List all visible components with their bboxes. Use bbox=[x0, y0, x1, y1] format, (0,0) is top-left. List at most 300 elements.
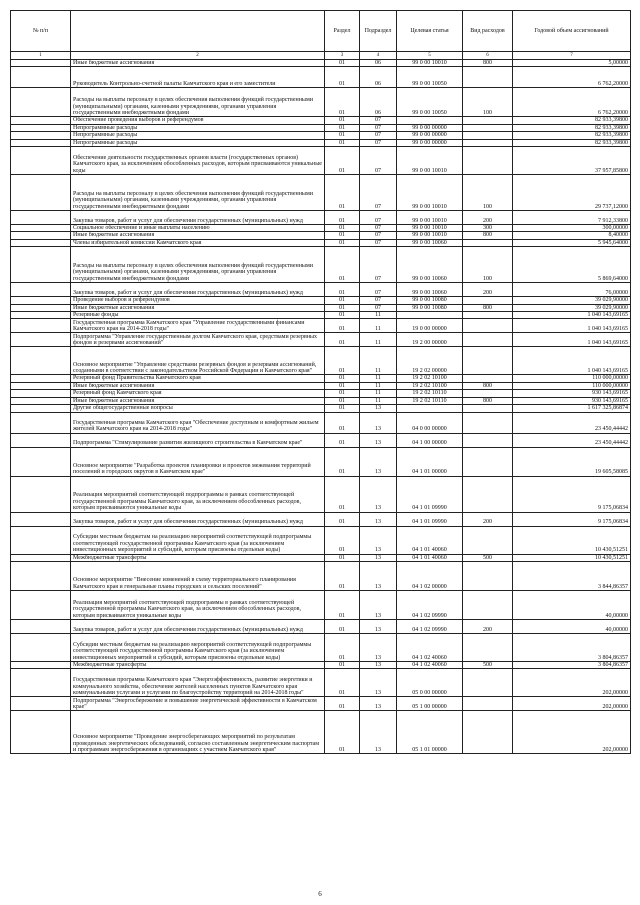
row-target-article-cell: 99 0 00 10060 bbox=[397, 283, 463, 297]
row-name-cell: Подпрограмма "Стимулирование развития жилищного строительства в Камчатском крае" bbox=[71, 433, 325, 447]
row-target-article-cell: 05 0 00 00000 bbox=[397, 669, 463, 697]
row-expense-type-cell bbox=[463, 476, 513, 512]
row-name-cell: Другие общегосударственные вопросы bbox=[71, 405, 325, 412]
row-amount-cell: 1 040 143,69165 bbox=[513, 312, 631, 319]
row-razdel-cell: 01 bbox=[325, 67, 360, 88]
row-target-article-cell: 04 1 01 00000 bbox=[397, 447, 463, 476]
row-name-cell: Субсидии местным бюджетам на реализацию мероприятий соответствующей подпрограммы соответствующей государственной программы Камчатского края (за исключением инвестиционных мероприятий и субсидий, которым присвоены отдельные коды) bbox=[71, 633, 325, 661]
row-name-cell: Реализация мероприятий соответствующей подпрограммы в рамках соответствующей государственной программы Камчатского края, за исключением обособленных расходов, которым присваиваются уникальные коды bbox=[71, 590, 325, 619]
table-row bbox=[11, 561, 631, 590]
row-podrazdel-cell: 13 bbox=[360, 633, 397, 661]
row-expense-type-cell bbox=[463, 139, 513, 146]
row-num-cell bbox=[11, 175, 71, 211]
table-body bbox=[11, 60, 631, 754]
row-amount-cell: 3 844,86357 bbox=[513, 561, 631, 590]
row-podrazdel-cell: 13 bbox=[360, 512, 397, 526]
row-num-cell bbox=[11, 382, 71, 389]
row-amount-cell: 7 912,33800 bbox=[513, 211, 631, 225]
row-name-cell: Закупка товаров, работ и услуг для обеспечения государственных (муниципальных) нужд bbox=[71, 283, 325, 297]
row-podrazdel-cell: 13 bbox=[360, 447, 397, 476]
row-podrazdel-cell: 07 bbox=[360, 232, 397, 239]
row-expense-type-cell bbox=[463, 147, 513, 175]
row-podrazdel-cell: 13 bbox=[360, 669, 397, 697]
row-razdel-cell: 01 bbox=[325, 433, 360, 447]
row-expense-type-cell bbox=[463, 347, 513, 375]
row-num-cell bbox=[11, 297, 71, 304]
row-podrazdel-cell: 11 bbox=[360, 312, 397, 319]
table-row bbox=[11, 476, 631, 512]
row-name-cell: Субсидии местным бюджетам на реализацию мероприятий соответствующей подпрограммы соответствующей государственной программы Камчатского края (за исключением инвестиционных мероприятий и субсидий, которым присвоены отдельные коды) bbox=[71, 526, 325, 554]
row-target-article-cell: 99 0 00 00000 bbox=[397, 139, 463, 146]
col-header-num: № п/п bbox=[11, 11, 71, 52]
row-podrazdel-cell: 07 bbox=[360, 124, 397, 131]
table-row bbox=[11, 669, 631, 697]
table-row bbox=[11, 117, 631, 124]
row-num-cell bbox=[11, 697, 71, 711]
table-row bbox=[11, 697, 631, 711]
row-expense-type-cell bbox=[463, 590, 513, 619]
row-razdel-cell: 01 bbox=[325, 333, 360, 347]
table-row bbox=[11, 147, 631, 175]
row-target-article-cell: 99 0 00 10010 bbox=[397, 175, 463, 211]
row-razdel-cell: 01 bbox=[325, 405, 360, 412]
row-num-cell bbox=[11, 225, 71, 232]
column-index-cell: 1 bbox=[11, 52, 71, 60]
row-name-cell: Межбюджетные трансферты bbox=[71, 661, 325, 668]
row-amount-cell: 9 175,06834 bbox=[513, 476, 631, 512]
row-num-cell bbox=[11, 661, 71, 668]
row-razdel-cell: 01 bbox=[325, 526, 360, 554]
row-num-cell bbox=[11, 375, 71, 382]
table-row bbox=[11, 554, 631, 561]
row-num-cell bbox=[11, 711, 71, 754]
table-row bbox=[11, 132, 631, 139]
row-amount-cell: 1 040 143,69165 bbox=[513, 333, 631, 347]
table-header-row bbox=[11, 11, 631, 52]
table-row bbox=[11, 633, 631, 661]
row-name-cell: Обеспечение проведения выборов и референдумов bbox=[71, 117, 325, 124]
row-num-cell bbox=[11, 283, 71, 297]
row-amount-cell: 23 450,44442 bbox=[513, 433, 631, 447]
row-target-article-cell: 99 0 00 10080 bbox=[397, 304, 463, 311]
col-header-expense-type: Вид расходов bbox=[463, 11, 513, 52]
row-num-cell bbox=[11, 512, 71, 526]
row-razdel-cell: 01 bbox=[325, 232, 360, 239]
budget-table-sheet bbox=[10, 10, 630, 886]
table-row bbox=[11, 60, 631, 67]
row-amount-cell: 82 933,39800 bbox=[513, 117, 631, 124]
row-num-cell bbox=[11, 526, 71, 554]
row-razdel-cell: 01 bbox=[325, 711, 360, 754]
row-razdel-cell: 01 bbox=[325, 512, 360, 526]
row-num-cell bbox=[11, 669, 71, 697]
row-name-cell: Реализация мероприятий соответствующей подпрограммы в рамках соответствующей государственной программы Камчатского края, за исключением обособленных расходов, которым присваиваются уникальные коды bbox=[71, 476, 325, 512]
row-num-cell bbox=[11, 124, 71, 131]
row-expense-type-cell bbox=[463, 633, 513, 661]
row-expense-type-cell bbox=[463, 319, 513, 333]
table-row bbox=[11, 711, 631, 754]
row-razdel-cell: 01 bbox=[325, 297, 360, 304]
row-target-article-cell bbox=[397, 117, 463, 124]
row-amount-cell: 10 430,51251 bbox=[513, 526, 631, 554]
row-name-cell: Основное мероприятие "Разработка проектов планировки и проектов межевания территорий поселений и городских округов в Камчатском крае" bbox=[71, 447, 325, 476]
row-target-article-cell: 99 0 00 10050 bbox=[397, 88, 463, 117]
row-target-article-cell: 19 2 02 10100 bbox=[397, 375, 463, 382]
row-amount-cell: 930 143,69165 bbox=[513, 397, 631, 404]
row-target-article-cell: 04 1 02 40060 bbox=[397, 661, 463, 668]
row-target-article-cell: 04 1 02 09990 bbox=[397, 619, 463, 633]
row-razdel-cell: 01 bbox=[325, 397, 360, 404]
row-target-article-cell: 19 2 02 00000 bbox=[397, 347, 463, 375]
row-amount-cell: 40,00000 bbox=[513, 619, 631, 633]
row-target-article-cell: 19 2 00 00000 bbox=[397, 333, 463, 347]
row-name-cell: Резервный фонд Камчатского края bbox=[71, 390, 325, 397]
row-name-cell: Руководитель Контрольно-счетной палаты Камчатского края и его заместители bbox=[71, 67, 325, 88]
row-razdel-cell: 01 bbox=[325, 347, 360, 375]
row-razdel-cell: 01 bbox=[325, 661, 360, 668]
row-amount-cell: 29 737,12000 bbox=[513, 175, 631, 211]
row-name-cell: Закупка товаров, работ и услуг для обеспечения государственных (муниципальных) нужд bbox=[71, 619, 325, 633]
row-amount-cell: 39 029,90000 bbox=[513, 304, 631, 311]
row-target-article-cell: 19 2 02 10100 bbox=[397, 382, 463, 389]
col-header-target-article: Целевая статья bbox=[397, 11, 463, 52]
row-name-cell: Резервные фонды bbox=[71, 312, 325, 319]
row-num-cell bbox=[11, 633, 71, 661]
row-amount-cell: 9 175,06834 bbox=[513, 512, 631, 526]
row-expense-type-cell bbox=[463, 117, 513, 124]
row-razdel-cell: 01 bbox=[325, 247, 360, 283]
row-name-cell: Основное мероприятие "Проведение энергосберегающих мероприятий по результатам проведенных энергетических обследований, согласно составленным энергетическим паспортам и программам энергосбережения в организациях с участием Камчатского края" bbox=[71, 711, 325, 754]
row-amount-cell: 202,00000 bbox=[513, 697, 631, 711]
row-razdel-cell: 01 bbox=[325, 619, 360, 633]
row-target-article-cell: 04 1 02 00000 bbox=[397, 561, 463, 590]
row-name-cell: Иные бюджетные ассигнования bbox=[71, 232, 325, 239]
row-target-article-cell: 04 1 01 40060 bbox=[397, 554, 463, 561]
row-num-cell bbox=[11, 561, 71, 590]
table-row bbox=[11, 139, 631, 146]
row-num-cell bbox=[11, 319, 71, 333]
row-podrazdel-cell: 07 bbox=[360, 304, 397, 311]
row-target-article-cell: 99 0 00 10080 bbox=[397, 297, 463, 304]
row-amount-cell: 1 040 143,69165 bbox=[513, 347, 631, 375]
row-num-cell bbox=[11, 67, 71, 88]
row-amount-cell: 82 933,39800 bbox=[513, 139, 631, 146]
row-podrazdel-cell: 11 bbox=[360, 333, 397, 347]
row-name-cell: Непрограммные расходы bbox=[71, 132, 325, 139]
row-razdel-cell: 01 bbox=[325, 283, 360, 297]
row-razdel-cell: 01 bbox=[325, 669, 360, 697]
table-row bbox=[11, 333, 631, 347]
row-expense-type-cell: 200 bbox=[463, 512, 513, 526]
row-target-article-cell: 99 0 00 10010 bbox=[397, 232, 463, 239]
row-expense-type-cell bbox=[463, 711, 513, 754]
row-expense-type-cell bbox=[463, 412, 513, 433]
row-expense-type-cell: 800 bbox=[463, 397, 513, 404]
row-expense-type-cell: 200 bbox=[463, 619, 513, 633]
row-razdel-cell: 01 bbox=[325, 139, 360, 146]
row-name-cell: Подпрограмма "Энергосбережение и повышение энергетической эффективности в Камчатском крае" bbox=[71, 697, 325, 711]
row-podrazdel-cell: 06 bbox=[360, 88, 397, 117]
row-name-cell: Расходы на выплаты персоналу в целях обеспечения выполнения функций государственными (муниципальными) органами, казенными учреждениями, органами управления государственными внебюджетными фондами bbox=[71, 88, 325, 117]
row-num-cell bbox=[11, 211, 71, 225]
table-row bbox=[11, 397, 631, 404]
row-name-cell: Государственная программа Камчатского края "Энергоэффективность, развитие энергетики и коммунального хозяйства, обеспечение жителей населенных пунктов Камчатского края коммунальными услугами и услугами по благоустройству территорий на 2014-2018 годы" bbox=[71, 669, 325, 697]
row-podrazdel-cell: 07 bbox=[360, 283, 397, 297]
table-row bbox=[11, 67, 631, 88]
row-num-cell bbox=[11, 590, 71, 619]
row-num-cell bbox=[11, 405, 71, 412]
table-row bbox=[11, 304, 631, 311]
row-podrazdel-cell: 07 bbox=[360, 139, 397, 146]
row-target-article-cell: 04 1 02 40060 bbox=[397, 633, 463, 661]
row-name-cell: Резервный фонд Правительства Камчатского края bbox=[71, 375, 325, 382]
row-razdel-cell: 01 bbox=[325, 147, 360, 175]
row-target-article-cell: 05 1 00 00000 bbox=[397, 697, 463, 711]
row-podrazdel-cell: 07 bbox=[360, 247, 397, 283]
table-row bbox=[11, 405, 631, 412]
table-row bbox=[11, 433, 631, 447]
row-expense-type-cell: 800 bbox=[463, 382, 513, 389]
row-expense-type-cell: 100 bbox=[463, 88, 513, 117]
row-target-article-cell: 04 1 00 00000 bbox=[397, 433, 463, 447]
row-expense-type-cell bbox=[463, 239, 513, 246]
table-row bbox=[11, 232, 631, 239]
row-num-cell bbox=[11, 312, 71, 319]
row-num-cell bbox=[11, 390, 71, 397]
row-podrazdel-cell: 07 bbox=[360, 211, 397, 225]
row-expense-type-cell bbox=[463, 697, 513, 711]
row-expense-type-cell bbox=[463, 447, 513, 476]
row-target-article-cell: 04 1 01 09990 bbox=[397, 476, 463, 512]
row-amount-cell: 10 430,51251 bbox=[513, 554, 631, 561]
row-expense-type-cell bbox=[463, 333, 513, 347]
row-expense-type-cell: 200 bbox=[463, 283, 513, 297]
row-amount-cell: 37 957,85800 bbox=[513, 147, 631, 175]
row-amount-cell: 930 143,69165 bbox=[513, 390, 631, 397]
row-num-cell bbox=[11, 139, 71, 146]
row-name-cell: Обеспечение деятельности государственных органов власти (государственных органов) Камчатского края, за исключением обособленных расходов, которым присваиваются уникальные коды bbox=[71, 147, 325, 175]
row-expense-type-cell: 800 bbox=[463, 60, 513, 67]
row-amount-cell: 3 804,86357 bbox=[513, 633, 631, 661]
budget-table bbox=[10, 10, 631, 754]
table-row bbox=[11, 412, 631, 433]
row-name-cell: Расходы на выплаты персоналу в целях обеспечения выполнения функций государственными (муниципальными) органами, казенными учреждениями, органами управления государственными внебюджетными фондами bbox=[71, 247, 325, 283]
row-razdel-cell: 01 bbox=[325, 447, 360, 476]
row-podrazdel-cell: 13 bbox=[360, 405, 397, 412]
row-podrazdel-cell: 11 bbox=[360, 375, 397, 382]
row-podrazdel-cell: 13 bbox=[360, 619, 397, 633]
row-num-cell bbox=[11, 347, 71, 375]
table-row bbox=[11, 347, 631, 375]
row-razdel-cell: 01 bbox=[325, 382, 360, 389]
col-header-annual-amount: Годовой объем ассигнований bbox=[513, 11, 631, 52]
column-index-cell: 7 bbox=[513, 52, 631, 60]
row-name-cell: Иные бюджетные ассигнования bbox=[71, 397, 325, 404]
row-razdel-cell: 01 bbox=[325, 225, 360, 232]
row-razdel-cell: 01 bbox=[325, 175, 360, 211]
row-name-cell: Основное мероприятие "Внесение изменений в схему территориального планирования Камчатского края и генеральные планы городских и сельских поселений" bbox=[71, 561, 325, 590]
row-expense-type-cell bbox=[463, 390, 513, 397]
row-podrazdel-cell: 13 bbox=[360, 526, 397, 554]
table-row bbox=[11, 447, 631, 476]
row-razdel-cell: 01 bbox=[325, 117, 360, 124]
row-name-cell: Непрограммные расходы bbox=[71, 124, 325, 131]
row-razdel-cell: 01 bbox=[325, 132, 360, 139]
row-name-cell: Межбюджетные трансферты bbox=[71, 554, 325, 561]
table-row bbox=[11, 375, 631, 382]
row-num-cell bbox=[11, 333, 71, 347]
row-expense-type-cell bbox=[463, 526, 513, 554]
row-num-cell bbox=[11, 247, 71, 283]
row-razdel-cell: 01 bbox=[325, 561, 360, 590]
row-razdel-cell: 01 bbox=[325, 304, 360, 311]
col-header-name bbox=[71, 11, 325, 52]
row-razdel-cell: 01 bbox=[325, 211, 360, 225]
table-row bbox=[11, 319, 631, 333]
table-row bbox=[11, 124, 631, 131]
row-amount-cell: 23 450,44442 bbox=[513, 412, 631, 433]
table-row bbox=[11, 88, 631, 117]
row-target-article-cell: 99 0 00 10010 bbox=[397, 147, 463, 175]
row-num-cell bbox=[11, 232, 71, 239]
table-row bbox=[11, 382, 631, 389]
row-num-cell bbox=[11, 239, 71, 246]
row-expense-type-cell: 500 bbox=[463, 661, 513, 668]
row-name-cell: Непрограммные расходы bbox=[71, 139, 325, 146]
row-razdel-cell: 01 bbox=[325, 60, 360, 67]
row-podrazdel-cell: 07 bbox=[360, 132, 397, 139]
row-amount-cell: 82 933,39800 bbox=[513, 132, 631, 139]
table-row bbox=[11, 297, 631, 304]
column-index-cell: 4 bbox=[360, 52, 397, 60]
row-amount-cell: 5,00000 bbox=[513, 60, 631, 67]
row-razdel-cell: 01 bbox=[325, 412, 360, 433]
row-expense-type-cell bbox=[463, 669, 513, 697]
row-amount-cell: 202,00000 bbox=[513, 711, 631, 754]
row-target-article-cell: 99 0 00 10010 bbox=[397, 225, 463, 232]
row-target-article-cell: 19 2 02 10110 bbox=[397, 397, 463, 404]
row-name-cell: Иные бюджетные ассигнования bbox=[71, 382, 325, 389]
column-index-cell: 3 bbox=[325, 52, 360, 60]
row-target-article-cell bbox=[397, 405, 463, 412]
row-target-article-cell: 99 0 00 10060 bbox=[397, 247, 463, 283]
row-name-cell: Закупка товаров, работ и услуг для обеспечения государственных (муниципальных) нужд bbox=[71, 211, 325, 225]
row-amount-cell: 82 933,39800 bbox=[513, 124, 631, 131]
row-target-article-cell: 04 1 02 09990 bbox=[397, 590, 463, 619]
table-row bbox=[11, 225, 631, 232]
row-amount-cell: 110 000,00000 bbox=[513, 375, 631, 382]
row-name-cell: Социальное обеспечение и иные выплаты населению bbox=[71, 225, 325, 232]
row-num-cell bbox=[11, 88, 71, 117]
row-podrazdel-cell: 11 bbox=[360, 347, 397, 375]
row-podrazdel-cell: 13 bbox=[360, 561, 397, 590]
row-expense-type-cell bbox=[463, 433, 513, 447]
row-num-cell bbox=[11, 132, 71, 139]
row-target-article-cell bbox=[397, 312, 463, 319]
row-razdel-cell: 01 bbox=[325, 697, 360, 711]
table-row bbox=[11, 390, 631, 397]
row-podrazdel-cell: 13 bbox=[360, 554, 397, 561]
row-num-cell bbox=[11, 60, 71, 67]
row-razdel-cell: 01 bbox=[325, 390, 360, 397]
row-target-article-cell: 04 1 01 09990 bbox=[397, 512, 463, 526]
row-razdel-cell: 01 bbox=[325, 375, 360, 382]
row-podrazdel-cell: 07 bbox=[360, 147, 397, 175]
table-row bbox=[11, 247, 631, 283]
row-podrazdel-cell: 07 bbox=[360, 117, 397, 124]
row-razdel-cell: 01 bbox=[325, 88, 360, 117]
row-target-article-cell: 19 0 00 00000 bbox=[397, 319, 463, 333]
row-amount-cell: 5 869,64000 bbox=[513, 247, 631, 283]
row-name-cell: Закупка товаров, работ и услуг для обеспечения государственных (муниципальных) нужд bbox=[71, 512, 325, 526]
row-num-cell bbox=[11, 397, 71, 404]
row-razdel-cell: 01 bbox=[325, 312, 360, 319]
row-expense-type-cell: 500 bbox=[463, 554, 513, 561]
table-row bbox=[11, 211, 631, 225]
table-row bbox=[11, 661, 631, 668]
column-index-cell: 2 bbox=[71, 52, 325, 60]
row-podrazdel-cell: 13 bbox=[360, 711, 397, 754]
row-podrazdel-cell: 13 bbox=[360, 433, 397, 447]
row-amount-cell: 8,40000 bbox=[513, 232, 631, 239]
row-amount-cell: 300,00000 bbox=[513, 225, 631, 232]
row-podrazdel-cell: 06 bbox=[360, 67, 397, 88]
row-podrazdel-cell: 11 bbox=[360, 319, 397, 333]
row-num-cell bbox=[11, 554, 71, 561]
row-podrazdel-cell: 13 bbox=[360, 412, 397, 433]
row-amount-cell: 76,00000 bbox=[513, 283, 631, 297]
row-razdel-cell: 01 bbox=[325, 124, 360, 131]
row-num-cell bbox=[11, 433, 71, 447]
row-expense-type-cell: 100 bbox=[463, 175, 513, 211]
table-row bbox=[11, 239, 631, 246]
row-target-article-cell: 19 2 02 10110 bbox=[397, 390, 463, 397]
row-name-cell: Иные бюджетные ассигнования bbox=[71, 60, 325, 67]
row-amount-cell: 19 605,58085 bbox=[513, 447, 631, 476]
row-expense-type-cell bbox=[463, 405, 513, 412]
row-razdel-cell: 01 bbox=[325, 554, 360, 561]
row-podrazdel-cell: 13 bbox=[360, 697, 397, 711]
row-podrazdel-cell: 11 bbox=[360, 390, 397, 397]
row-expense-type-cell bbox=[463, 312, 513, 319]
row-podrazdel-cell: 13 bbox=[360, 661, 397, 668]
row-expense-type-cell bbox=[463, 124, 513, 131]
row-podrazdel-cell: 11 bbox=[360, 382, 397, 389]
row-target-article-cell: 05 1 01 00000 bbox=[397, 711, 463, 754]
table-row bbox=[11, 175, 631, 211]
row-target-article-cell: 99 0 00 10060 bbox=[397, 239, 463, 246]
row-amount-cell: 39 029,90000 bbox=[513, 297, 631, 304]
row-num-cell bbox=[11, 304, 71, 311]
row-podrazdel-cell: 07 bbox=[360, 225, 397, 232]
column-index-cell: 5 bbox=[397, 52, 463, 60]
row-name-cell: Подпрограмма "Управление государственным долгом Камчатского края, средствами резервных фондов и резервами ассигнований" bbox=[71, 333, 325, 347]
table-row bbox=[11, 312, 631, 319]
table-row bbox=[11, 526, 631, 554]
row-num-cell bbox=[11, 412, 71, 433]
column-index-row bbox=[11, 52, 631, 60]
row-expense-type-cell bbox=[463, 67, 513, 88]
table-row bbox=[11, 283, 631, 297]
row-expense-type-cell: 300 bbox=[463, 225, 513, 232]
col-header-podrazdel: Подраздел bbox=[360, 11, 397, 52]
row-name-cell: Члены избирательной комиссии Камчатского края bbox=[71, 239, 325, 246]
row-name-cell: Проведение выборов и референдумов bbox=[71, 297, 325, 304]
row-podrazdel-cell: 13 bbox=[360, 476, 397, 512]
row-amount-cell: 5 945,64000 bbox=[513, 239, 631, 246]
row-amount-cell: 1 040 143,69165 bbox=[513, 319, 631, 333]
row-amount-cell: 1 617 325,86874 bbox=[513, 405, 631, 412]
